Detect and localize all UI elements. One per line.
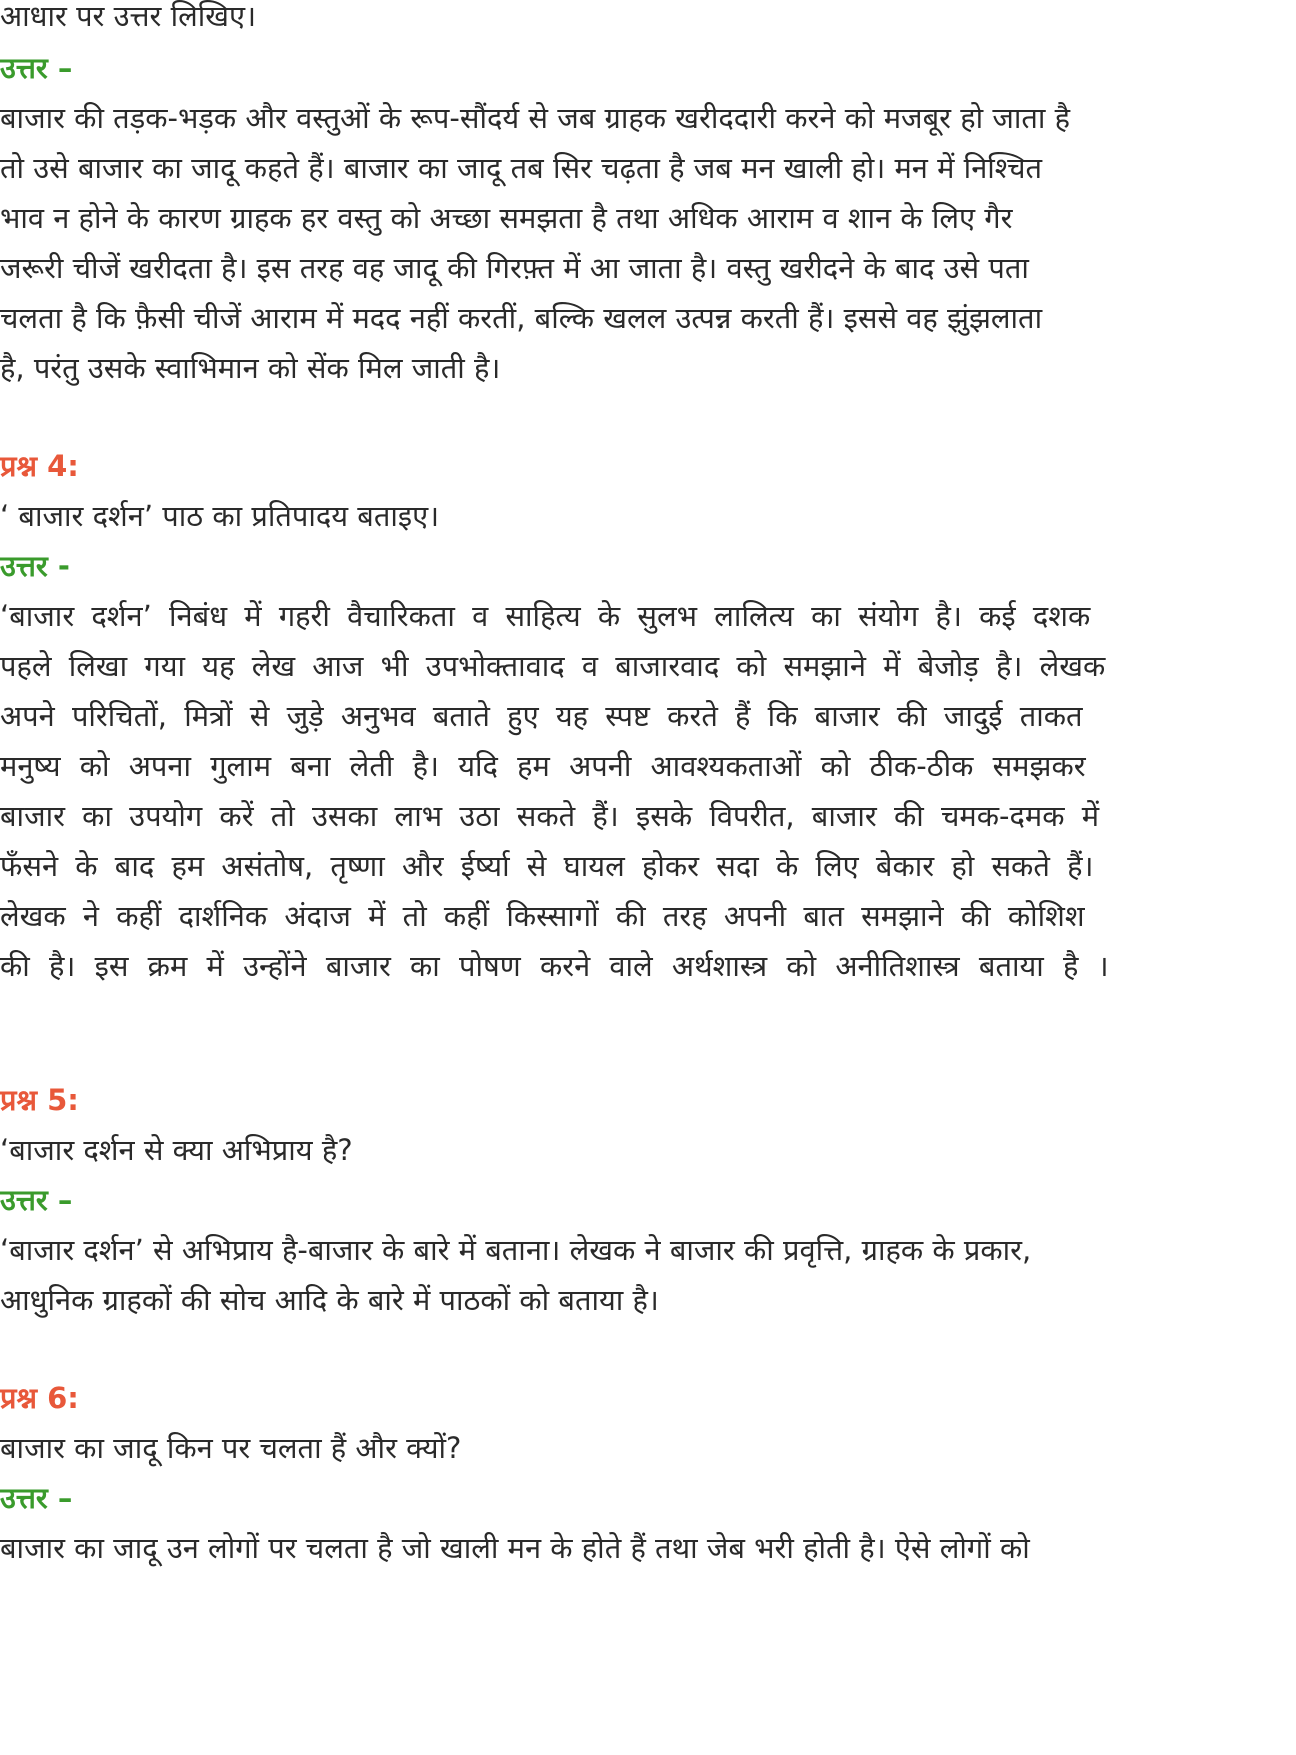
answer-line: मनुष्य को अपना गुलाम बना लेती है। यदि हम अपनी आवश्यकताओं को ठीक-ठीक समझकर — [0, 749, 1086, 783]
answer-line: भाव न होने के कारण ग्राहक हर वस्तु को अच्छा समझता है तथा अधिक आराम व शान के लिए गैर — [0, 201, 1013, 235]
question-label: प्रश्न 6: — [0, 1381, 79, 1415]
answer-line: है, परंतु उसके स्वाभिमान को सेंक मिल जाती है। — [0, 351, 501, 385]
question-label: प्रश्न 4: — [0, 449, 79, 483]
question-label: प्रश्न 5: — [0, 1083, 79, 1117]
answer-line: तो उसे बाजार का जादू कहते हैं। बाजार का जादू तब सिर चढ़ता है जब मन खाली हो। मन में निश्चित — [0, 151, 1043, 185]
answer-line: ‘बाजार दर्शन’ से अभिप्राय है-बाजार के बारे में बताना। लेखक ने बाजार की प्रवृत्ति, ग्राहक के प्रकार, — [0, 1233, 1032, 1267]
answer-line: बाजार का उपयोग करें तो उसका लाभ उठा सकते हैं। इसके विपरीत, बाजार की चमक-दमक में — [0, 799, 1100, 833]
answer-line: फँसने के बाद हम असंतोष, तृष्णा और ईर्ष्या से घायल होकर सदा के लिए बेकार हो सकते हैं। — [0, 849, 1094, 883]
answer-line: चलता है कि फ़ैसी चीजें आराम में मदद नहीं करतीं, बल्कि खलल उत्पन्न करती हैं। इससे वह झुंझलाता — [0, 301, 1043, 335]
question-text: ‘बाजार दर्शन से क्या अभिप्राय है? — [0, 1133, 353, 1167]
answer-line: लेखक ने कहीं दार्शनिक अंदाज में तो कहीं किस्सागों की तरह अपनी बात समझाने की कोशिश — [0, 899, 1085, 933]
answer-label: उत्तर - — [0, 549, 70, 583]
answer-line: ‘बाजार दर्शन’ निबंध में गहरी वैचारिकता व साहित्य के सुलभ लालित्य का संयोग है। कई दशक — [0, 599, 1091, 633]
question-text: ‘ बाजार दर्शन’ पाठ का प्रतिपादय बताइए। — [0, 499, 440, 533]
answer-line: बाजार की तड़क-भड़क और वस्तुओं के रूप-सौंदर्य से जब ग्राहक खरीददारी करने को मजबूर हो जाता है — [0, 101, 1071, 135]
answer-line: आधुनिक ग्राहकों की सोच आदि के बारे में पाठकों को बताया है। — [0, 1283, 659, 1317]
answer-line: जरूरी चीजें खरीदता है। इस तरह वह जादू की गिरफ़्त में आ जाता है। वस्तु खरीदने के बाद उसे पता — [0, 251, 1029, 285]
answer-label: उत्तर – — [0, 1481, 73, 1515]
question-text: बाजार का जादू किन पर चलता हैं और क्यों? — [0, 1431, 462, 1465]
question-text: आधार पर उत्तर लिखिए। — [0, 0, 257, 33]
answer-label: उत्तर – — [0, 1183, 73, 1217]
answer-line: बाजार का जादू उन लोगों पर चलता है जो खाली मन के होते हैं तथा जेब भरी होती है। ऐसे लोगों को — [0, 1531, 1030, 1565]
answer-line: अपने परिचितों, मित्रों से जुड़े अनुभव बताते हुए यह स्पष्ट करते हैं कि बाजार की जादुई ताकत — [0, 699, 1083, 733]
answer-line: पहले लिखा गया यह लेख आज भी उपभोक्तावाद व बाजारवाद को समझाने में बेजोड़ है। लेखक — [0, 649, 1106, 683]
answer-label: उत्तर – — [0, 51, 73, 85]
answer-line: की है। इस क्रम में उन्होंने बाजार का पोषण करने वाले अर्थशास्त्र को अनीतिशास्त्र बताया है । — [0, 949, 1109, 983]
